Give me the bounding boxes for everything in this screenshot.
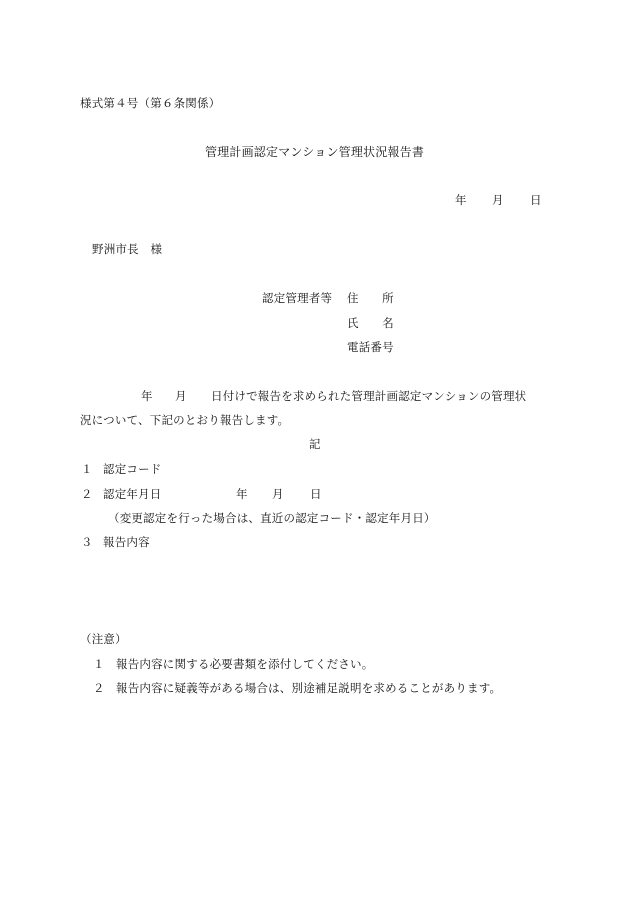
note-1-number: １ xyxy=(93,657,105,671)
reporter-role: 認定管理者等 xyxy=(262,291,333,305)
item-2-number: ２ xyxy=(81,487,93,501)
item-3-number: ３ xyxy=(81,535,93,549)
item-3-label: 報告内容 xyxy=(103,535,150,549)
note-2-text: 報告内容に疑義等がある場合は、別途補足説明を求めることがあります。 xyxy=(116,681,502,695)
address-label: 住 所 xyxy=(347,291,394,305)
ki-heading: 記 xyxy=(309,437,321,451)
note-1-text: 報告内容に関する必要書類を添付してください。 xyxy=(116,657,374,671)
document-title: 管理計画認定マンション管理状況報告書 xyxy=(205,145,425,159)
item-2-day-label: 日 xyxy=(310,487,322,501)
body-year-label: 年 xyxy=(141,389,153,403)
item-2-label: 認定年月日 xyxy=(103,487,162,501)
form-number: 様式第４号（第６条関係） xyxy=(80,96,221,110)
addressee: 野洲市長 様 xyxy=(92,242,163,256)
item-1-label: 認定コード xyxy=(103,462,162,476)
date-day-label: 日 xyxy=(530,193,542,207)
item-2-year-label: 年 xyxy=(236,487,248,501)
body-line-1: 日付けで報告を求められた管理計画認定マンションの管理状 xyxy=(211,389,527,403)
note-2-number: ２ xyxy=(93,681,105,695)
date-year-label: 年 xyxy=(455,193,467,207)
notes-heading: （注意） xyxy=(80,632,127,646)
item-1-number: １ xyxy=(81,462,93,476)
name-label: 氏 名 xyxy=(347,316,394,330)
body-line-2: 況について、下記のとおり報告します。 xyxy=(80,413,290,427)
body-month-label: 月 xyxy=(175,389,187,403)
phone-label: 電話番号 xyxy=(347,340,394,354)
change-note: （変更認定を行った場合は、直近の認定コード・認定年月日） xyxy=(108,511,436,525)
item-2-month-label: 月 xyxy=(272,487,284,501)
date-month-label: 月 xyxy=(492,193,504,207)
